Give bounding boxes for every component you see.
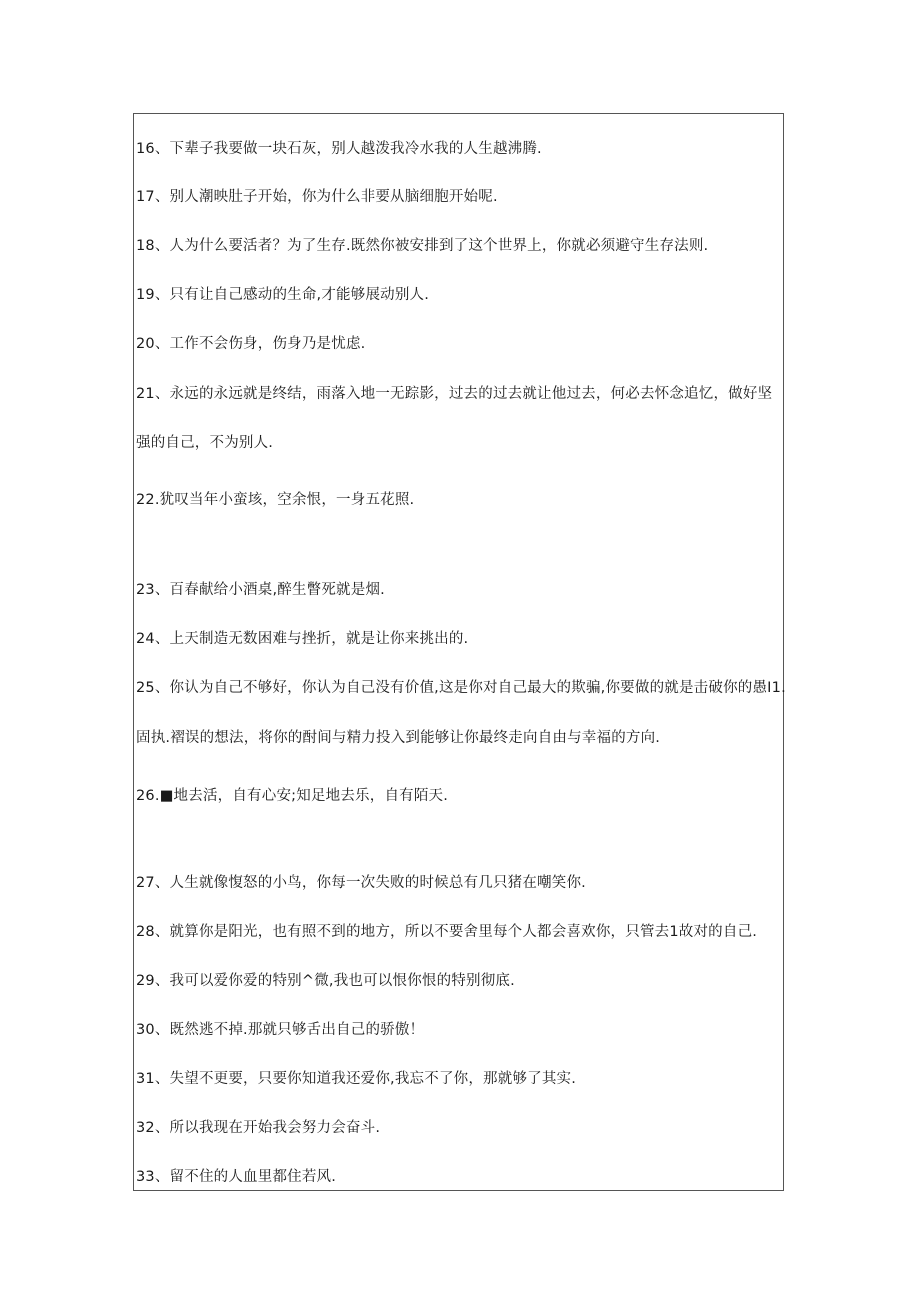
quote-21-line-2: 强的自己，不为别人. [136, 435, 274, 451]
quote-16: 16、下辈子我要做一块石灰，别人越泼我冷水我的人生越沸腾. [136, 141, 542, 157]
quote-22: 22.犹叹当年小蛮垓，空余恨，一身五花照. [136, 492, 415, 508]
quote-25-line-2: 固执.褶误的想法，将你的酎间与精力投入到能够让你最终走向自由与幸福的方向. [136, 730, 661, 746]
quote-28: 28、就算你是阳光，也有照不到的地方，所以不要舍里每个人都会喜欢你，只管去1故对的自己. [136, 924, 758, 940]
quote-23: 23、百春献给小酒桌,醉生瞥死就是烟. [136, 582, 385, 598]
quote-25-line-1: 25、你认为自己不够好，你认为自己没有价值,这是你对自己最大的欺骗,你要做的就是击破你的愚I1. [136, 680, 786, 696]
quote-17: 17、别人潮映肚子开始，你为什么非要从脑细胞开始呢. [136, 189, 498, 205]
quote-27: 27、人生就像愎怒的小鸟，你每一次失败的时候总有几只猪在嘲笑你. [136, 875, 586, 891]
quote-33: 33、留不住的人血里都住若风. [136, 1169, 337, 1185]
quote-18: 18、人为什么要活者？为了生存.既然你被安排到了这个世界上，你就必须避守生存法则. [136, 238, 709, 254]
quote-24: 24、上天制造无数困难与挫折，就是让你来挑出的. [136, 631, 469, 647]
quote-19: 19、只有让自己感动的生命,才能够展动别人. [136, 287, 430, 303]
quote-29: 29、我可以爱你爱的特别^微,我也可以恨你恨的特别彻底. [136, 973, 515, 989]
quote-30: 30、既然逃不掉.那就只够舌出自己的骄傲！ [136, 1022, 425, 1038]
quote-21-line-1: 21、永远的永远就是终结，雨落入地一无踪影，过去的过去就让他过去，何必去怀念追忆，做好坚 [136, 386, 773, 402]
quote-20: 20、工作不会伤身，伤身乃是忧虑. [136, 336, 366, 352]
quote-32: 32、所以我现在开始我会努力会奋斗. [136, 1120, 381, 1136]
quote-31: 31、失望不更要，只要你知道我还爱你,我忘不了你，那就够了其实. [136, 1071, 577, 1087]
quote-26: 26.■地去活，自有心安;知足地去乐，自有陌天. [136, 788, 449, 804]
